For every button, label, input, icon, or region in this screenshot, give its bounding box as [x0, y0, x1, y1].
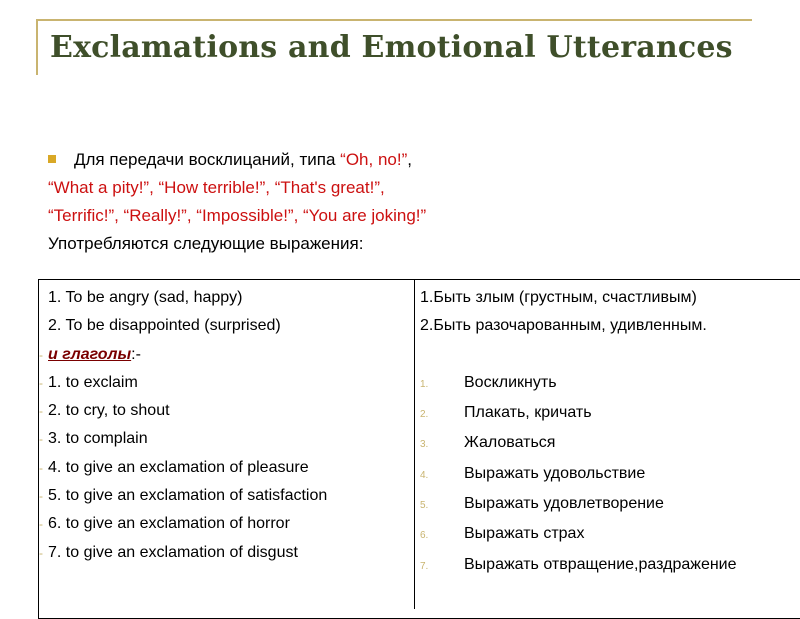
- russian-verb: Воскликнуть: [464, 373, 557, 391]
- english-verb-row: [39, 454, 327, 482]
- intro-line-1: [48, 146, 426, 174]
- english-verb: 6. to give an exclamation of horror: [48, 515, 290, 533]
- dash-marker-icon: -: [39, 517, 43, 532]
- english-verb-row: [39, 510, 327, 538]
- list-number: 3.: [420, 439, 429, 451]
- russian-verb: Выражать отвращение,раздражение: [464, 555, 737, 573]
- english-verb: 1. to exclaim: [48, 373, 138, 391]
- table-column-divider: [414, 279, 415, 609]
- title-left-rule: [36, 19, 38, 75]
- english-verb-row: [39, 425, 327, 453]
- dash-marker-icon: -: [39, 404, 43, 419]
- intro-line-1-text: Для передачи восклицаний, типа: [74, 150, 341, 169]
- dash-marker-icon: -: [39, 432, 43, 447]
- russian-verb: Выражать страх: [464, 525, 585, 543]
- intro-line-2: “What a pity!”, “How terrible!”, “That's great!”,: [48, 178, 385, 197]
- russian-verb-row: [420, 520, 737, 550]
- russian-verb-row: [420, 369, 737, 399]
- intro-line-3: “Terrific!”, “Really!”, “Impossible!”, “You are joking!”: [48, 206, 427, 225]
- slide-title: Exclamations and Emotional Utterances: [50, 30, 733, 65]
- list-number: 7.: [420, 560, 429, 572]
- english-verb-row: [39, 482, 328, 510]
- russian-spacer-row: [420, 341, 737, 369]
- russian-row: 2.Быть разочарованным, удивленным.: [420, 317, 707, 335]
- english-row: 1. To be angry (sad, happy): [48, 289, 243, 306]
- list-number: 1.: [420, 378, 429, 390]
- dash-marker-icon: -: [39, 489, 43, 504]
- english-verb: 4. to give an exclamation of pleasure: [48, 458, 309, 476]
- verbs-heading: и глаголы: [48, 345, 132, 363]
- russian-verb: Жаловаться: [464, 434, 556, 452]
- dash-marker-icon: -: [39, 375, 43, 390]
- list-number: 6.: [420, 530, 429, 542]
- russian-verb-row: [420, 399, 737, 429]
- intro-line-1-end: ,: [407, 150, 412, 169]
- intro-line-4: Употребляются следующие выражения:: [48, 234, 364, 253]
- russian-verb-row: [420, 429, 737, 459]
- russian-verb: Выражать удовольствие: [464, 464, 646, 482]
- russian-verb: Выражать удовлетворение: [464, 495, 664, 513]
- english-verb: 2. to cry, to shout: [48, 402, 170, 420]
- english-verb: 7. to give an exclamation of disgust: [48, 543, 298, 561]
- english-verb: 3. to complain: [48, 430, 148, 448]
- english-verb: 5. to give an exclamation of satisfaction: [48, 487, 328, 505]
- english-verb-row: [39, 369, 327, 397]
- intro-text: [48, 146, 426, 258]
- verbs-heading-suffix: :-: [131, 345, 141, 363]
- english-row: 2. To be disappointed (surprised): [48, 317, 281, 335]
- russian-verb-row: [420, 551, 737, 581]
- dash-marker-icon: -: [39, 460, 43, 475]
- list-number: 2.: [420, 409, 429, 421]
- russian-column: [420, 284, 737, 581]
- list-number: 4.: [420, 469, 429, 481]
- russian-verb-row: [420, 460, 737, 490]
- english-column: [39, 284, 328, 567]
- russian-verb-row: [420, 490, 737, 520]
- english-verb-row: [39, 539, 327, 567]
- verbs-heading-row: [39, 341, 327, 369]
- russian-row: 1.Быть злым (грустным, счастливым): [420, 289, 697, 306]
- english-verb-row: [39, 397, 327, 425]
- title-top-rule: [36, 19, 752, 21]
- list-number: 5.: [420, 500, 429, 512]
- russian-verb: Плакать, кричать: [464, 404, 592, 422]
- dash-marker-icon: -: [39, 347, 43, 362]
- intro-line-1-example: “Oh, no!”: [340, 150, 408, 169]
- dash-marker-icon: -: [39, 545, 43, 560]
- square-bullet-icon: [48, 155, 56, 163]
